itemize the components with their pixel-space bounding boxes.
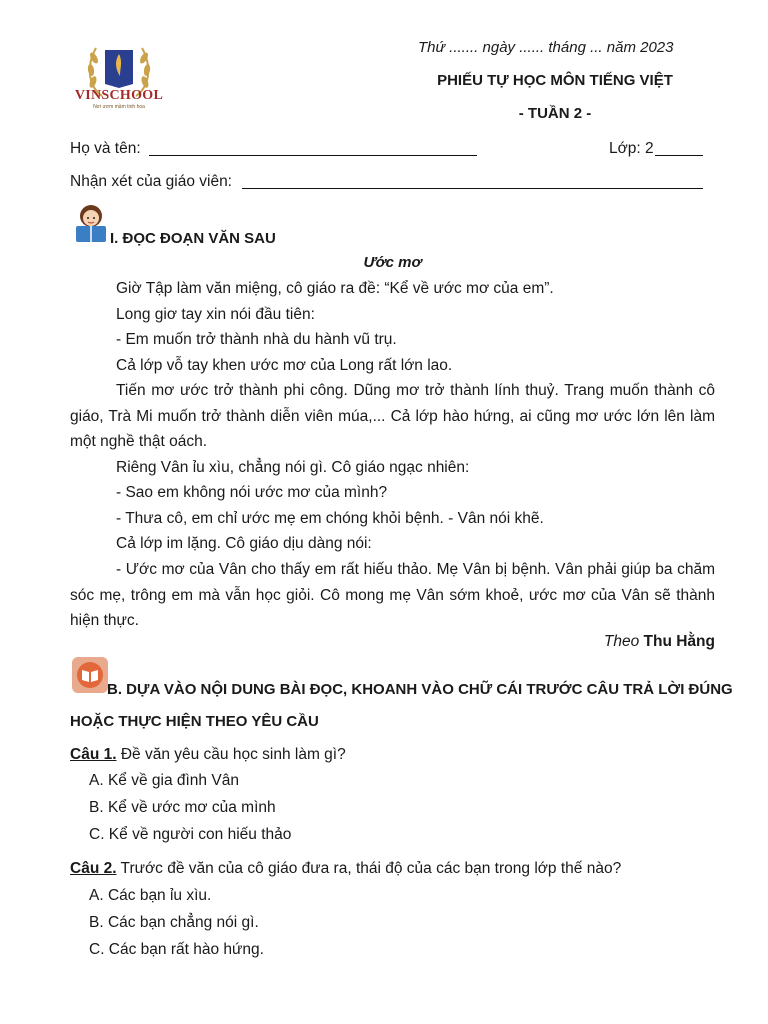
worksheet-title: PHIẾU TỰ HỌC MÔN TIẾNG VIỆT bbox=[437, 72, 673, 89]
book-badge-icon bbox=[72, 657, 108, 693]
answer-option[interactable]: A. Các bạn ỉu xìu. bbox=[89, 887, 212, 904]
answer-option[interactable]: B. Kể về ước mơ của mình bbox=[89, 799, 276, 816]
story-paragraph: - Sao em không nói ước mơ của mình? bbox=[116, 484, 388, 501]
question-text: Trước đề văn của cô giáo đưa ra, thái độ của các bạn trong lớp thế nào? bbox=[120, 860, 622, 877]
story-paragraph: - Em muốn trở thành nhà du hành vũ trụ. bbox=[116, 331, 397, 348]
logo-tagline: Nơi ươm mầm tinh hoa bbox=[93, 104, 145, 110]
story-paragraph: Giờ Tập làm văn miệng, cô giáo ra đề: “Kể về ước mơ của em”. bbox=[116, 280, 554, 297]
class-field-line[interactable] bbox=[655, 155, 703, 156]
question-1 bbox=[70, 746, 346, 764]
question-text: Đề văn yêu cầu học sinh làm gì? bbox=[120, 746, 346, 763]
story-paragraph: Long giơ tay xin nói đầu tiên: bbox=[116, 306, 315, 323]
name-label: Họ và tên: bbox=[70, 140, 141, 157]
section1-heading: I. ĐỌC ĐOẠN VĂN SAU bbox=[110, 230, 276, 247]
date-line: Thứ ....... ngày ...... tháng ... năm 2023 bbox=[418, 39, 674, 56]
story-paragraph: Cả lớp vỗ tay khen ước mơ của Long rất lớn lao. bbox=[116, 357, 453, 374]
story-paragraph: - Ước mơ của Vân cho thấy em rất hiếu thảo. Mẹ Vân bị bệnh. Vân phải giúp ba chăm sóc mẹ, trông em mà vẫn học giỏi. Cô mong mẹ Vân sớm khoẻ, ước mơ của Vân sẽ thành hiện thực. bbox=[70, 561, 715, 630]
reading-girl-icon bbox=[72, 202, 110, 244]
answer-option[interactable]: B. Các bạn chẳng nói gì. bbox=[89, 914, 259, 931]
story-credit bbox=[604, 633, 715, 651]
credit-author: Thu Hằng bbox=[643, 633, 715, 650]
teacher-comment-label: Nhận xét của giáo viên: bbox=[70, 173, 232, 190]
section2-heading-line1: B. DỰA VÀO NỘI DUNG BÀI ĐỌC, KHOANH VÀO CHỮ CÁI TRƯỚC CÂU TRẢ LỜI ĐÚNG bbox=[107, 681, 733, 698]
question-number: Câu 2. bbox=[70, 860, 117, 877]
story-paragraph: Tiến mơ ước trở thành phi công. Dũng mơ trở thành lính thuỷ. Trang muốn thành cô giáo, Trà Mi muốn trở thành diễn viên múa,... Cả lớp hào hứng, ai cũng mơ ước lớn lên làm một nghề thật oách. bbox=[70, 382, 715, 451]
answer-option[interactable]: A. Kể về gia đình Vân bbox=[89, 772, 239, 789]
name-field-line[interactable] bbox=[149, 155, 477, 156]
answer-option[interactable]: C. Các bạn rất hào hứng. bbox=[89, 941, 264, 958]
story-paragraph: Riêng Vân ỉu xìu, chẳng nói gì. Cô giáo ngạc nhiên: bbox=[116, 459, 470, 476]
credit-prefix: Theo bbox=[603, 633, 640, 650]
answer-option[interactable]: C. Kể về người con hiếu thảo bbox=[89, 826, 292, 843]
story-paragraph: Cả lớp im lặng. Cô giáo dịu dàng nói: bbox=[116, 535, 372, 552]
week-label: - TUẦN 2 - bbox=[518, 105, 592, 122]
section2-heading-line2: HOẶC THỰC HIỆN THEO YÊU CẦU bbox=[70, 713, 319, 730]
question-number: Câu 1. bbox=[70, 746, 117, 763]
question-2 bbox=[70, 860, 621, 878]
story-paragraph: - Thưa cô, em chỉ ước mẹ em chóng khỏi bệnh. - Vân nói khẽ. bbox=[116, 510, 544, 527]
story-title: Ước mơ bbox=[363, 254, 422, 271]
logo-text: VINSCHOOL bbox=[74, 88, 164, 103]
class-label: Lớp: 2 bbox=[609, 140, 654, 157]
teacher-comment-line[interactable] bbox=[242, 188, 703, 189]
